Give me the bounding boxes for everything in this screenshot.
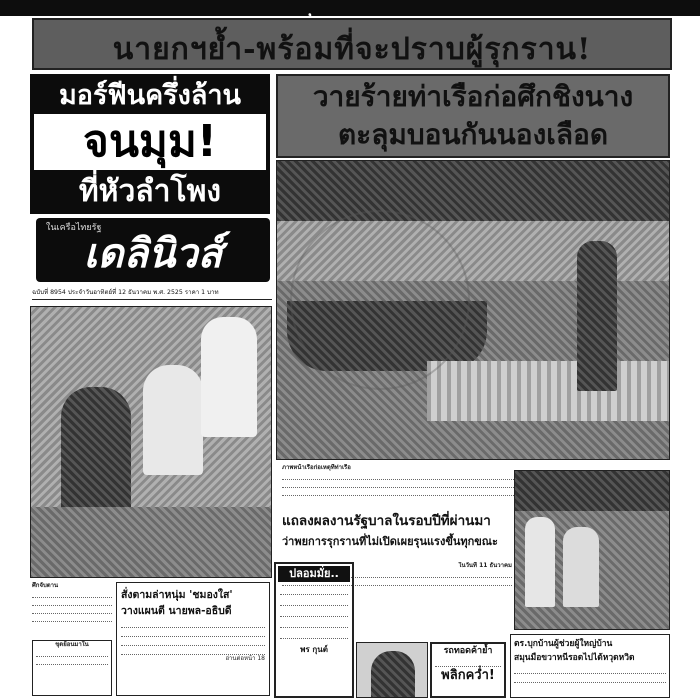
right-bottom-line: [514, 674, 666, 683]
morphine-line3: ที่หัวลำโพง: [78, 174, 222, 209]
right-photo-figure-white: [525, 517, 555, 607]
story-line: [121, 619, 265, 628]
headline-text: นายกฯย้ำ-พร้อมที่จะปราบผู้รุกราน!: [112, 32, 592, 67]
left-photo-figure-white: [143, 365, 203, 475]
issue-text: ฉบับที่ 8954 ประจำวันอาทิตย์ที่ 12 ธันวาคม พ.ศ. 2525 ราคา 1 บาท: [32, 289, 219, 296]
bottom-left-box: [32, 640, 112, 696]
story-line: [121, 628, 265, 637]
bottom-story-line2: วางแผนตี นายพล-อธิบดี: [121, 605, 232, 617]
continue-label: อ่านต่อหน้า 18: [225, 655, 265, 662]
bottom-left-line: [36, 657, 108, 665]
left-caption: [32, 582, 112, 634]
gang-line2: ตะลุมบอนกันนองเลือด: [337, 118, 609, 151]
ad-footer: พร กุนต์: [300, 645, 328, 654]
right-bottom-story: [510, 634, 670, 698]
center-photo-officer: [577, 241, 617, 391]
right-bottom-line1: ตร.บุกบ้านผู้ช่วยผู้ใหญ่บ้าน: [514, 639, 613, 649]
ad-title: ปลอมมั่ย..: [278, 566, 350, 582]
center-body-lead: ในวันที่ 11 ธันวาคม: [458, 562, 512, 569]
right-small-box: [430, 642, 506, 698]
center-photo-trees: [277, 161, 670, 221]
bottom-story: [116, 582, 270, 696]
right-bottom-line2: สมุนมือขวาหนีรอดไปได้หวุดหวิด: [514, 653, 635, 663]
right-photo-figure-white: [563, 527, 599, 607]
watermark-seal: [290, 210, 470, 390]
portrait-box: [356, 642, 428, 698]
ad-line: [280, 628, 348, 639]
right-small-line1: รถทอดค้าย้ำ: [443, 646, 493, 656]
morphine-line2-box: [34, 114, 266, 170]
gang-line1: วายร้ายท่าเรือก่อศึกชิงนาง: [312, 80, 634, 113]
masthead-kicker: ในเครือไทยรัฐ: [46, 223, 102, 233]
ad-line: [280, 617, 348, 628]
center-photo-dock: [427, 361, 670, 421]
left-caption-line: [32, 590, 112, 598]
masthead: [36, 218, 270, 282]
story-line: [121, 637, 265, 646]
left-caption-line: [32, 598, 112, 606]
morphine-line2: จนมุม!: [83, 116, 217, 167]
left-photo: [30, 306, 272, 578]
center-headline-line2: ว่าพยการรุกรานที่ไม่เปิดเผยรุนแรงขึ้นทุกขณะ: [282, 535, 498, 548]
left-caption-line: [32, 606, 112, 614]
left-caption-line: [32, 614, 112, 622]
gang-box: [276, 74, 670, 158]
left-photo-figure-white: [201, 317, 257, 437]
right-small-line: [435, 658, 501, 667]
morphine-box: [30, 74, 270, 214]
ad-line: [280, 606, 348, 617]
issue-line: [32, 286, 272, 300]
center-caption-text: ภาพหน้าเรือก่อเหตุที่ท่าเรือ: [282, 464, 351, 471]
right-photo: [514, 470, 670, 630]
right-small-line2: พลิกคว่ำ!: [441, 668, 495, 683]
center-headline: [282, 510, 514, 560]
ad-line: [280, 584, 348, 595]
bottom-left-box-text: ขุดย้อนมาใน: [55, 641, 89, 648]
bottom-story-line1: สั่งตามล่าหนุ่ม 'ชมองใส': [121, 589, 233, 601]
story-line: [121, 646, 265, 655]
right-photo-top: [515, 471, 670, 511]
bottom-left-line: [36, 649, 108, 657]
ad-box: [274, 562, 354, 698]
portrait-photo: [371, 651, 415, 698]
ad-line: [280, 595, 348, 606]
left-photo-table: [31, 507, 272, 578]
left-photo-figure: [61, 387, 131, 507]
top-banner: [0, 0, 700, 16]
morphine-line1: มอร์ฟีนครึ่งล้าน: [59, 80, 241, 111]
center-headline-line1: แถลงผลงานรัฐบาลในรอบปีที่ผ่านมา: [282, 513, 491, 529]
left-caption-text: ศึกจับตาน: [32, 582, 59, 589]
headline-banner: [32, 18, 672, 70]
masthead-name: เดลินิวส์: [83, 231, 223, 277]
right-bottom-line: [514, 665, 666, 674]
